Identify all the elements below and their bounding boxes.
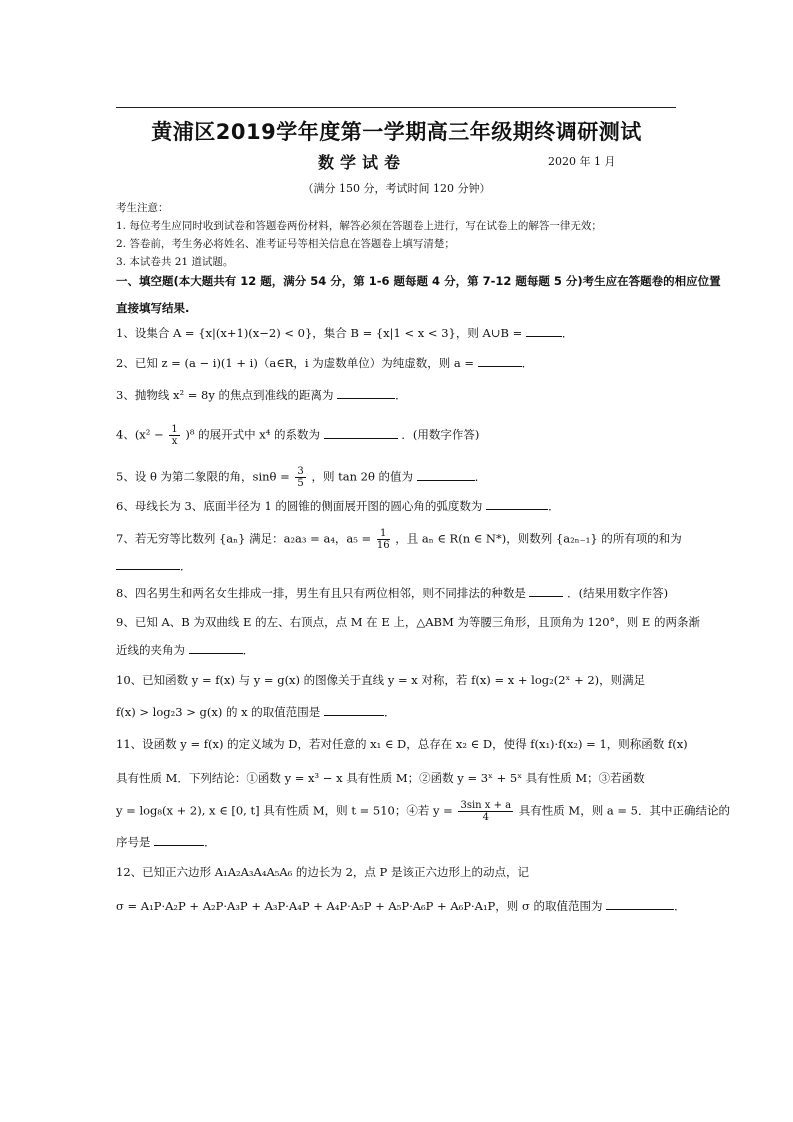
fraction: $\frac{1}{16}$ [376,528,390,551]
section-heading-line2: 直接填写结果. [116,301,190,315]
answer-blank [417,470,475,481]
question-11-line1: 11、设函数 y = f(x) 的定义域为 D，若对任意的 x₁ ∈ D，总存在 x₂ ∈ D，使得 f(x₁)·f(x₂) = 1，则称函数 f(x) [116,737,688,751]
question-1: 1、设集合 A = {x|(x+1)(x−2) < 0}，集合 B = {x|1 < x < 3}，则 A∪B = ． [116,326,574,340]
question-11-line3-pre: y = log₈(x + 2), x ∈ [0, t] 具有性质 M，则 t = 510；④若 y = [116,803,453,818]
fraction: $\frac{\text{3sin x + a}}{4}$ [460,800,512,823]
question-4-tail: ．(用数字作答) [401,427,480,442]
answer-blank [529,586,563,597]
question-3-text: 3、抛物线 x² = 8y 的焦点到准线的距离为 [116,388,334,402]
question-4-pre: 4、(x² − [116,427,164,442]
note-item-1: 1. 每位考生应同时收到试卷和答题卷两份材料，解答必须在答题卷上进行，写在试卷上的解答一律无效； [116,220,602,232]
question-5-post: ，则 tan 2θ 的值为 [311,469,414,484]
question-2: 2、已知 z = (a − i)(1 + i)（a∈R，i 为虚数单位）为纯虚数，则 a = ． [116,356,534,370]
question-9-text: 近线的夹角为 [116,643,185,657]
question-2-text: 2、已知 z = (a − i)(1 + i)（a∈R，i 为虚数单位）为纯虚数，则 a = [116,356,475,370]
question-12-text: σ = A₁P·A₂P + A₂P·A₃P + A₃P·A₄P + A₄P·A₅P + A₅P·A₆P + A₆P·A₁P，则 σ 的取值范围为 [116,899,603,913]
answer-blank [189,643,243,654]
question-4 [116,424,479,447]
question-7-pre: 7、若无穷等比数列 {aₙ} 满足：a₂a₃ = a₄，a₅ = [116,531,372,546]
fraction: $\frac{3}{5}$ [297,466,304,489]
question-11-line2: 具有性质 M．下列结论：①函数 y = x³ − x 具有性质 M；②函数 y = 3ˣ + 5ˣ 具有性质 M；③若函数 [116,771,645,785]
answer-blank [478,356,522,367]
answer-blank [606,899,674,910]
exam-title: 黄浦区2019学年度第一学期高三年级期终调研测试 [151,120,642,144]
question-11-text: 序号是 [116,835,151,849]
answer-blank [337,388,395,399]
question-5: 5、设 θ 为第二象限的角，sinθ = $\frac{3}{5}$ ，则 tan 2θ 的值为 ． [116,466,487,489]
header-rule [116,107,676,108]
question-10-line1: 10、已知函数 y = f(x) 与 y = g(x) 的图像关于直线 y = x 对称，若 f(x) = x + log₂(2ˣ + 2)，则满足 [116,673,646,687]
question-12-line2: σ = A₁P·A₂P + A₂P·A₃P + A₃P·A₄P + A₄P·A₅P + A₅P·A₆P + A₆P·A₁P，则 σ 的取值范围为 ． [116,899,686,913]
question-9-line1: 9、已知 A、B 为双曲线 E 的左、右顶点，点 M 在 E 上，△ABM 为等腰三角形，且顶角为 120°，则 E 的两条渐 [116,615,700,629]
question-7-post: ，且 aₙ ∈ R(n ∈ N*)，则数列 {a₂ₙ₋₁} 的所有项的和为 [395,531,682,546]
answer-blank [486,499,548,510]
notes-heading: 考生注意： [116,202,169,214]
note-item-3: 3. 本试卷共 21 道试题。 [116,256,234,268]
exam-subtitle: 数学试卷 [318,153,407,172]
question-3: 3、抛物线 x² = 8y 的焦点到准线的距离为 ． [116,388,407,402]
question-1-text: 1、设集合 A = {x|(x+1)(x−2) < 0}，集合 B = {x|1 < x < 3}，则 A∪B = [116,326,523,340]
answer-blank [526,326,562,337]
question-11-line4: 序号是 ． [116,835,216,849]
question-6-text: 6、母线长为 3、底面半径为 1 的圆锥的侧面展开图的圆心角的弧度数为 [116,499,483,513]
question-8-text: 8、四名男生和两名女生排成一排，男生有且只有两位相邻，则不同排法的种数是 [116,586,526,600]
fraction: $\frac{1}{x}$ [171,424,178,447]
answer-blank [116,559,180,570]
question-10-line2: f(x) > log₂3 > g(x) 的 x 的取值范围是 ． [116,705,396,719]
score-note: （满分 150 分，考试时间 120 分钟） [302,182,491,195]
question-4-post: )⁸ 的展开式中 x⁴ 的系数为 [185,427,321,442]
question-11-line3-post: 具有性质 M，则 a = 5．其中正确结论的 [518,803,730,818]
answer-blank [324,705,384,716]
question-5-pre: 5、设 θ 为第二象限的角，sinθ = [116,469,290,484]
question-9-line2: 近线的夹角为 ． [116,643,255,657]
question-7-blank-line: ． [116,558,192,574]
question-8-tail: ．(结果用数字作答) [567,586,669,600]
answer-blank [324,428,398,439]
question-6: 6、母线长为 3、底面半径为 1 的圆锥的侧面展开图的圆心角的弧度数为 ． [116,499,560,513]
question-10-text: f(x) > log₂3 > g(x) 的 x 的取值范围是 [116,705,321,719]
note-item-2: 2. 答卷前，考生务必将姓名、准考证号等相关信息在答题卷上填写清楚； [116,238,455,250]
question-12-line1: 12、已知正六边形 A₁A₂A₃A₄A₅A₆ 的边长为 2，点 P 是该正六边形上的动点，记 [116,865,529,879]
question-8 [116,585,668,601]
question-7 [116,528,682,551]
question-11-line3 [116,800,730,823]
exam-date: 2020 年 1 月 [548,155,616,168]
section-heading-line1: 一、填空题(本大题共有 12 题，满分 54 分，第 1-6 题每题 4 分，第 7-12 题每题 5 分)考生应在答题卷的相应位置 [116,274,721,288]
answer-blank [154,835,204,846]
